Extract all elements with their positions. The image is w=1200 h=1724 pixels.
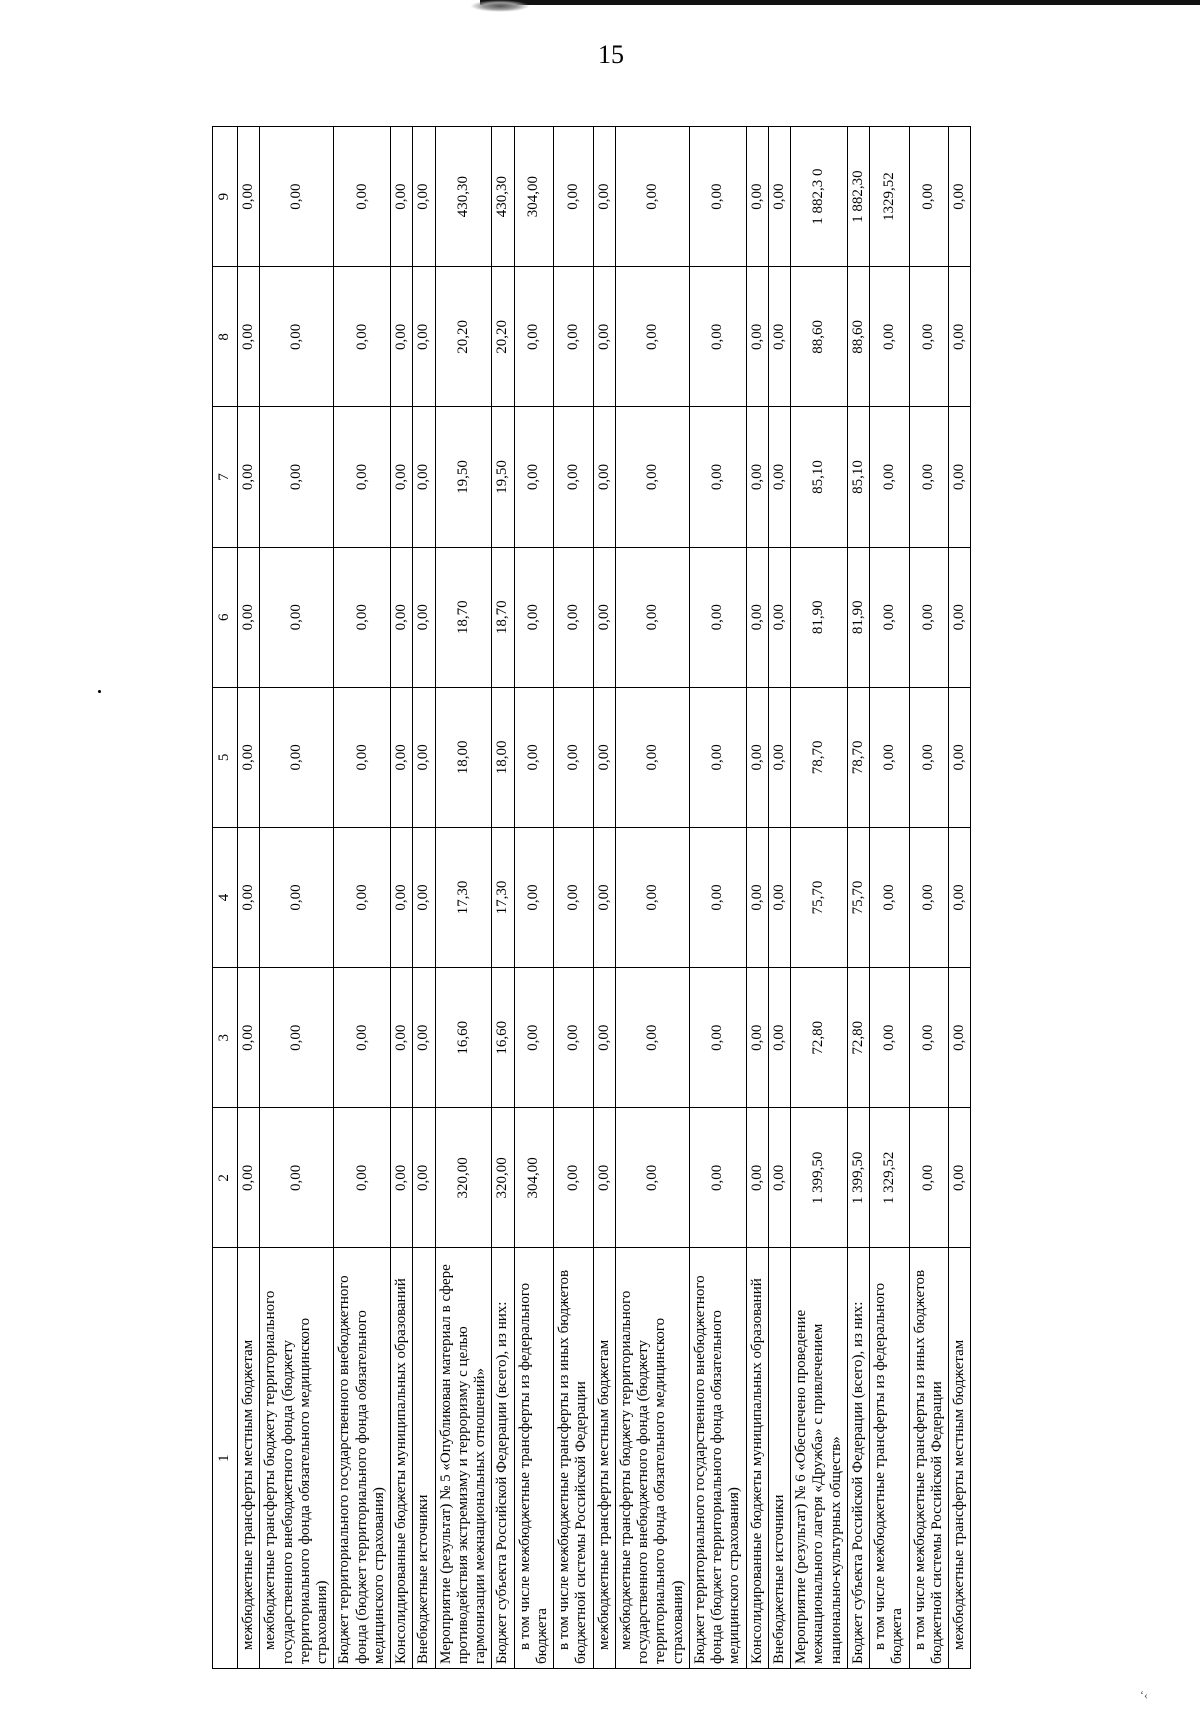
value-cell: 0,00 [514,547,554,687]
value-cell: 0,00 [909,687,949,827]
value-cell: 320,00 [435,1108,492,1248]
value-cell: 0,00 [334,687,391,827]
value-cell: 0,00 [746,968,768,1108]
scan-edge-bar [480,0,1200,5]
value-cell: 0,00 [334,827,391,967]
value-cell: 0,00 [593,547,615,687]
scan-mark: ‘‹ [1140,1688,1148,1702]
value-cell: 18,70 [492,547,514,687]
value-cell: 0,00 [334,968,391,1108]
value-cell: 18,00 [492,687,514,827]
value-cell: 1 882,3 0 [791,127,848,267]
value-cell: 0,00 [689,127,746,267]
table-row [909,127,949,1669]
value-cell: 320,00 [492,1108,514,1248]
value-cell: 0,00 [554,547,594,687]
value-cell: 0,00 [554,407,594,547]
value-cell: 0,00 [689,267,746,407]
value-cell: 0,00 [334,407,391,547]
rotated-table-container [212,126,1029,1669]
header-row [213,127,238,1669]
value-cell: 0,00 [391,127,413,267]
value-cell: 0,00 [413,827,435,967]
value-cell: 1 329,52 [870,1108,910,1248]
value-cell: 0,00 [593,407,615,547]
row-label: Бюджет субъекта Российской Федерации (всего), из них: [847,1248,869,1669]
value-cell: 0,00 [949,687,971,827]
value-cell: 1329,52 [870,127,910,267]
table-row [746,127,768,1669]
value-cell: 0,00 [554,127,594,267]
value-cell: 0,00 [768,827,790,967]
value-cell: 0,00 [238,267,260,407]
value-cell: 0,00 [615,687,689,827]
value-cell: 0,00 [909,267,949,407]
value-cell: 0,00 [514,267,554,407]
value-cell: 0,00 [238,127,260,267]
value-cell: 304,00 [514,1108,554,1248]
value-cell: 0,00 [949,547,971,687]
row-label: Бюджет территориального государственного внебюджетного фонда (бюджет территориального фонда обязательного медицинского страхования) [334,1248,391,1669]
row-label: межбюджетные трансферты местным бюджетам [949,1248,971,1669]
value-cell: 0,00 [909,827,949,967]
table-row [238,127,260,1669]
value-cell: 17,30 [492,827,514,967]
value-cell: 0,00 [870,407,910,547]
value-cell: 0,00 [593,827,615,967]
value-cell: 0,00 [689,407,746,547]
table-body [213,127,971,1669]
row-label: Внебюджетные источники [768,1248,790,1669]
value-cell: 0,00 [615,1108,689,1248]
value-cell: 88,60 [791,267,848,407]
value-cell: 0,00 [593,127,615,267]
value-cell: 0,00 [260,407,334,547]
value-cell: 0,00 [746,687,768,827]
table-row [260,127,334,1669]
value-cell: 1 399,50 [847,1108,869,1248]
header-cell: 4 [213,827,238,967]
table-row [514,127,554,1669]
table-row [615,127,689,1669]
table-row [870,127,910,1669]
value-cell: 0,00 [391,687,413,827]
row-label: межбюджетные трансферты местным бюджетам [238,1248,260,1669]
value-cell: 0,00 [870,267,910,407]
row-label: Бюджет территориального государственного внебюджетного фонда (бюджет территориального фонда обязательного медицинского страхования) [689,1248,746,1669]
value-cell: 0,00 [615,968,689,1108]
value-cell: 0,00 [768,687,790,827]
table-row [689,127,746,1669]
row-label: Бюджет субъекта Российской Федерации (всего), из них: [492,1248,514,1669]
value-cell: 0,00 [391,968,413,1108]
table-row [949,127,971,1669]
value-cell: 0,00 [909,1108,949,1248]
value-cell: 430,30 [435,127,492,267]
value-cell: 0,00 [593,1108,615,1248]
value-cell: 19,50 [435,407,492,547]
value-cell: 16,60 [492,968,514,1108]
value-cell: 0,00 [238,1108,260,1248]
row-label: в том числе межбюджетные трансферты из федерального бюджета [514,1248,554,1669]
value-cell: 0,00 [514,407,554,547]
budget-table [212,126,971,1669]
header-cell: 8 [213,267,238,407]
value-cell: 0,00 [334,267,391,407]
row-label: Консолидированные бюджеты муниципальных образований [746,1248,768,1669]
value-cell: 0,00 [334,547,391,687]
value-cell: 0,00 [949,127,971,267]
value-cell: 0,00 [238,968,260,1108]
value-cell: 0,00 [260,547,334,687]
value-cell: 17,30 [435,827,492,967]
header-cell: 1 [213,1248,238,1669]
table-row [334,127,391,1669]
value-cell: 0,00 [746,267,768,407]
value-cell: 0,00 [593,968,615,1108]
row-label: Мероприятие (результат) № 6 «Обеспечено проведение межнационального лагеря «Дружба» с привлечением национально-культурных обществ» [791,1248,848,1669]
value-cell: 0,00 [260,968,334,1108]
value-cell: 0,00 [615,267,689,407]
value-cell: 0,00 [391,407,413,547]
value-cell: 0,00 [689,547,746,687]
value-cell: 0,00 [514,687,554,827]
header-cell: 9 [213,127,238,267]
value-cell: 0,00 [768,267,790,407]
scan-edge-spot [470,0,530,12]
value-cell: 0,00 [260,127,334,267]
value-cell: 0,00 [260,827,334,967]
value-cell: 0,00 [615,407,689,547]
value-cell: 1 882,30 [847,127,869,267]
row-label: Консолидированные бюджеты муниципальных образований [391,1248,413,1669]
value-cell: 0,00 [391,547,413,687]
row-label: Мероприятие (результат) № 5 «Опубликован материал в сфере противодействия экстремизму и терроризму с целью гармонизации межнациональных отношений» [435,1248,492,1669]
value-cell: 0,00 [870,547,910,687]
value-cell: 0,00 [413,127,435,267]
value-cell: 0,00 [260,687,334,827]
value-cell: 75,70 [847,827,869,967]
value-cell: 0,00 [689,827,746,967]
row-label: межбюджетные трансферты бюджету территориального государственного внебюджетного фонда (бюджету территориального фонда обязательного медицинского страхования) [260,1248,334,1669]
value-cell: 1 399,50 [791,1108,848,1248]
row-label: межбюджетные трансферты местным бюджетам [593,1248,615,1669]
row-label: в том числе межбюджетные трансферты из иных бюджетов бюджетной системы Российской Федерации [909,1248,949,1669]
value-cell: 0,00 [689,1108,746,1248]
value-cell: 0,00 [689,968,746,1108]
value-cell: 0,00 [746,827,768,967]
value-cell: 85,10 [791,407,848,547]
value-cell: 0,00 [413,267,435,407]
value-cell: 0,00 [413,547,435,687]
table-row [492,127,514,1669]
value-cell: 0,00 [260,1108,334,1248]
value-cell: 0,00 [554,1108,594,1248]
row-label: в том числе межбюджетные трансферты из федерального бюджета [870,1248,910,1669]
value-cell: 0,00 [238,407,260,547]
value-cell: 0,00 [746,547,768,687]
table-row [413,127,435,1669]
value-cell: 81,90 [791,547,848,687]
row-label: в том числе межбюджетные трансферты из иных бюджетов бюджетной системы Российской Федерации [554,1248,594,1669]
table-row [593,127,615,1669]
value-cell: 0,00 [909,127,949,267]
value-cell: 0,00 [768,1108,790,1248]
value-cell: 0,00 [238,827,260,967]
value-cell: 0,00 [514,827,554,967]
value-cell: 0,00 [746,127,768,267]
value-cell: 0,00 [413,687,435,827]
value-cell: 72,80 [791,968,848,1108]
value-cell: 0,00 [334,127,391,267]
value-cell: 78,70 [791,687,848,827]
value-cell: 88,60 [847,267,869,407]
value-cell: 0,00 [909,407,949,547]
value-cell: 75,70 [791,827,848,967]
value-cell: 0,00 [768,407,790,547]
value-cell: 0,00 [413,968,435,1108]
value-cell: 0,00 [554,827,594,967]
value-cell: 0,00 [593,687,615,827]
table-row [768,127,790,1669]
value-cell: 0,00 [909,547,949,687]
value-cell: 85,10 [847,407,869,547]
value-cell: 18,70 [435,547,492,687]
value-cell: 0,00 [949,968,971,1108]
value-cell: 0,00 [768,547,790,687]
value-cell: 0,00 [746,407,768,547]
value-cell: 0,00 [554,687,594,827]
value-cell: 0,00 [615,547,689,687]
table-row [435,127,492,1669]
scan-dot [98,690,101,693]
value-cell: 0,00 [615,127,689,267]
table-row [554,127,594,1669]
value-cell: 0,00 [554,267,594,407]
value-cell: 0,00 [391,1108,413,1248]
value-cell: 0,00 [909,968,949,1108]
value-cell: 0,00 [593,267,615,407]
value-cell: 20,20 [492,267,514,407]
value-cell: 0,00 [870,687,910,827]
value-cell: 304,00 [514,127,554,267]
value-cell: 0,00 [949,1108,971,1248]
value-cell: 0,00 [334,1108,391,1248]
value-cell: 0,00 [949,267,971,407]
value-cell: 72,80 [847,968,869,1108]
table-row [847,127,869,1669]
value-cell: 0,00 [413,1108,435,1248]
value-cell: 16,60 [435,968,492,1108]
table-row [791,127,848,1669]
value-cell: 0,00 [746,1108,768,1248]
value-cell: 0,00 [870,827,910,967]
row-label: Внебюджетные источники [413,1248,435,1669]
value-cell: 430,30 [492,127,514,267]
value-cell: 18,00 [435,687,492,827]
value-cell: 0,00 [689,687,746,827]
value-cell: 0,00 [870,968,910,1108]
value-cell: 0,00 [768,968,790,1108]
value-cell: 81,90 [847,547,869,687]
value-cell: 78,70 [847,687,869,827]
value-cell: 0,00 [391,827,413,967]
value-cell: 0,00 [238,687,260,827]
table-row [391,127,413,1669]
value-cell: 0,00 [949,827,971,967]
header-cell: 7 [213,407,238,547]
value-cell: 20,20 [435,267,492,407]
header-cell: 5 [213,687,238,827]
value-cell: 0,00 [554,968,594,1108]
header-cell: 3 [213,968,238,1108]
header-cell: 6 [213,547,238,687]
value-cell: 19,50 [492,407,514,547]
value-cell: 0,00 [391,267,413,407]
value-cell: 0,00 [514,968,554,1108]
page-number: 15 [598,40,624,69]
row-label: межбюджетные трансферты бюджету территориального государственного внебюджетного фонда (бюджету территориального фонда обязательного медицинского страхования) [615,1248,689,1669]
value-cell: 0,00 [413,407,435,547]
value-cell: 0,00 [238,547,260,687]
header-cell: 2 [213,1108,238,1248]
value-cell: 0,00 [768,127,790,267]
value-cell: 0,00 [260,267,334,407]
value-cell: 0,00 [949,407,971,547]
value-cell: 0,00 [615,827,689,967]
